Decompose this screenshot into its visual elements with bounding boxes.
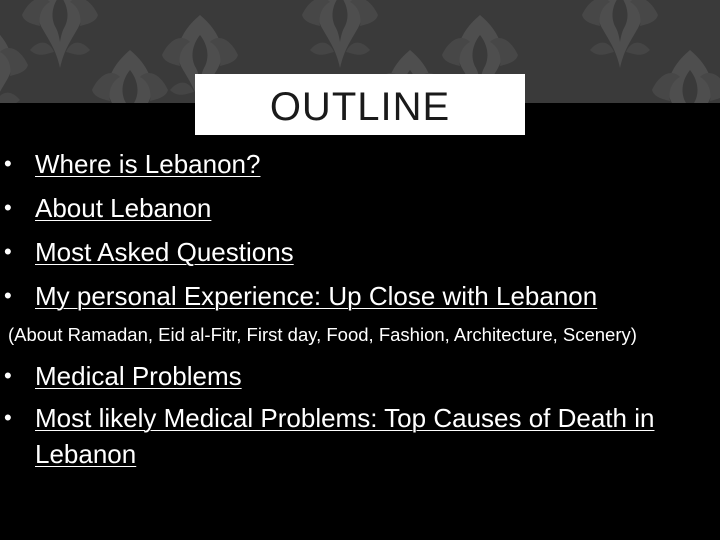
bullet-item-where-is-lebanon bbox=[0, 146, 720, 182]
slide-title: OUTLINE bbox=[269, 84, 451, 129]
link-where-is-lebanon[interactable]: Where is Lebanon? bbox=[35, 149, 261, 179]
link-medical-problems[interactable]: Medical Problems bbox=[35, 361, 242, 391]
bullet-icon: • bbox=[4, 363, 12, 388]
slide-content bbox=[0, 146, 720, 478]
link-top-causes-of-death[interactable]: Most likely Medical Problems: Top Causes of Death in Lebanon bbox=[35, 403, 655, 469]
link-about-lebanon[interactable]: About Lebanon bbox=[35, 193, 212, 223]
bullet-icon: • bbox=[4, 239, 12, 264]
bullet-item-top-causes-of-death bbox=[0, 400, 720, 472]
bullet-icon: • bbox=[4, 151, 12, 176]
bullet-item-about-lebanon bbox=[0, 190, 720, 226]
bullet-item-medical-problems bbox=[0, 358, 720, 394]
link-most-asked-questions[interactable]: Most Asked Questions bbox=[35, 237, 294, 267]
bullet-list-secondary bbox=[0, 358, 720, 472]
bullet-icon: • bbox=[4, 405, 12, 430]
title-box bbox=[195, 74, 525, 135]
bullet-list-primary bbox=[0, 146, 720, 314]
bullet-icon: • bbox=[4, 195, 12, 220]
subtopics-note: (About Ramadan, Eid al-Fitr, First day, Food, Fashion, Architecture, Scenery) bbox=[8, 324, 637, 345]
bullet-icon: • bbox=[4, 283, 12, 308]
bullet-item-most-asked-questions bbox=[0, 234, 720, 270]
link-personal-experience[interactable]: My personal Experience: Up Close with Lebanon bbox=[35, 281, 598, 311]
bullet-item-personal-experience bbox=[0, 278, 720, 314]
